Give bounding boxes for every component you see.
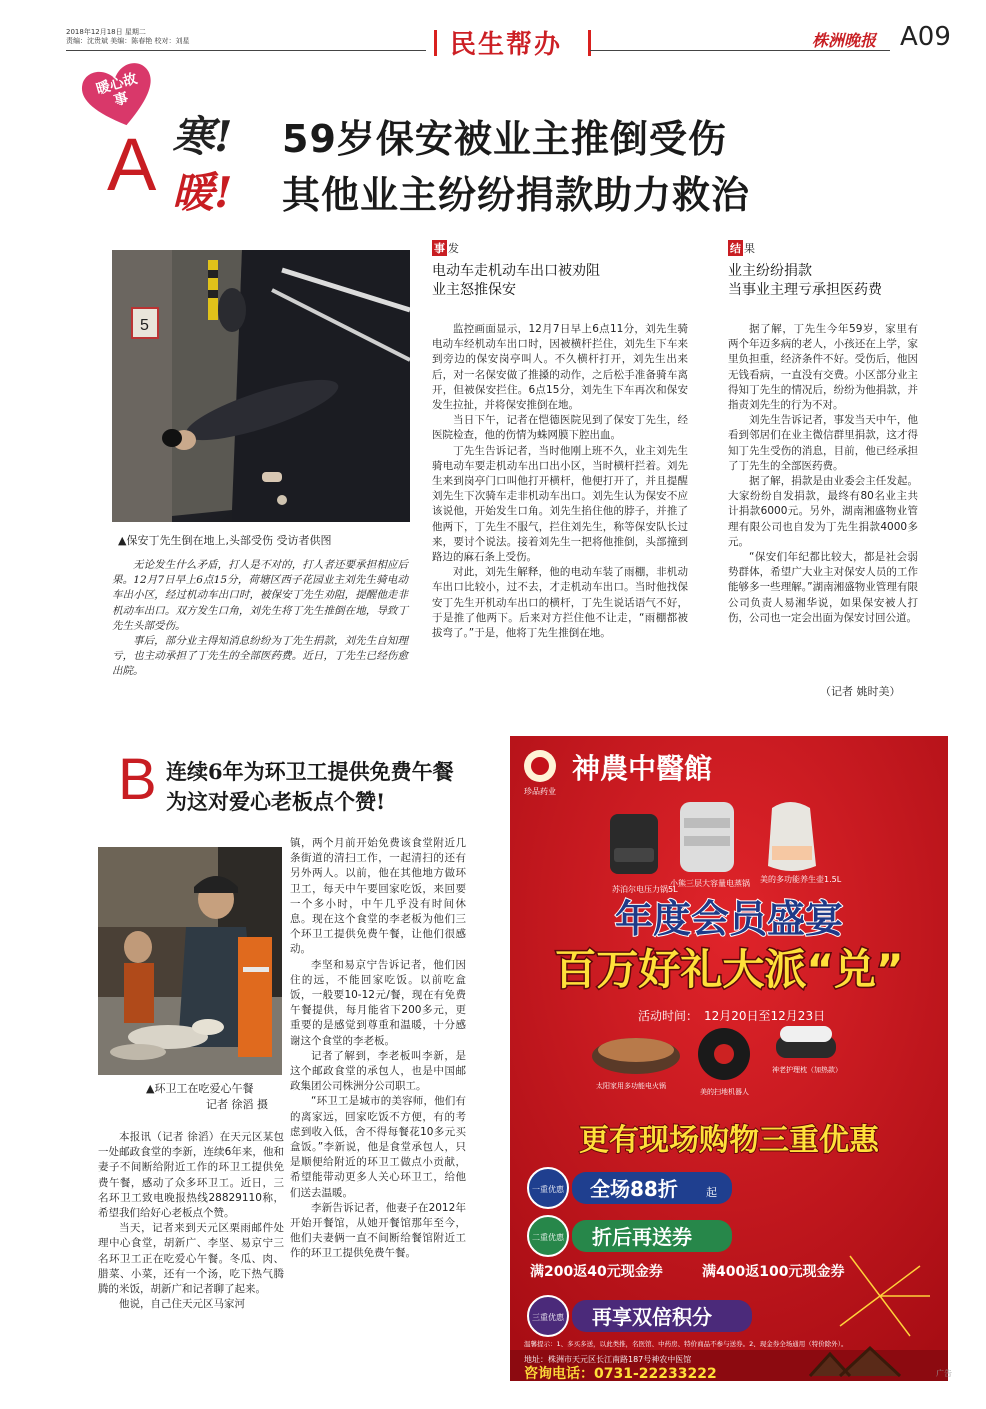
story-b-photo	[98, 847, 282, 1075]
body-paragraph: 记者了解到，李老板叫李新，是这个邮政食堂的承包人，也是中国邮政集团公司株洲分公司职工。	[290, 1049, 466, 1093]
story-b-photo-caption: ▲环卫工在吃爱心午餐	[146, 1082, 254, 1095]
story-a-photo-caption: ▲保安丁先生倒在地上,头部受伤 受访者供图	[118, 534, 332, 547]
ad-tier-3-text: 再享双倍积分	[592, 1305, 712, 1329]
ad-title-1: 年度会员盛宴	[614, 897, 844, 941]
ad-offer-title: 更有现场购物三重优惠	[579, 1123, 879, 1158]
column-subhead-event: 电动车走机动车出口被劝阻 业主怒推保安	[432, 263, 600, 298]
section-bar-left	[434, 30, 437, 56]
story-letter-a: A	[107, 123, 157, 206]
ad-product-4: 太阳家用多功能电火锅	[596, 1082, 666, 1090]
ad-address: 地址：株洲市天元区长江南路187号神农中医馆	[524, 1355, 692, 1364]
ad-phone: 咨询电话：0731-22233222	[524, 1366, 717, 1381]
body-paragraph: 刘先生告诉记者，事发当天中午，他看到邻居们在业主微信群里捐款，这才得知丁先生受伤的消息，目前，他已经承担了丁先生的全部医药费。	[728, 414, 918, 472]
story-a-headline-sub: 其他业主纷纷捐款助力救治	[282, 173, 751, 217]
body-paragraph: “保安们年纪都比较大，都是社会弱势群体，希望广大业主对保安人员的工作能够多一些理解。”湖南湘盛物业管理有限公司负责人易湘华说，如果保安被人打伤，公司也一定会出面为保安讨回公道。	[728, 551, 918, 624]
column-tag-event: 事 发	[434, 242, 459, 255]
body-paragraph: 李坚和易京宁告诉记者，他们因住的远，不能回家吃饭。以前吃盒饭，一般要10-12元/餐，现在有免费午餐提供，每月能省下200多元，更重要的是感觉到尊重和温暖，十分感谢这个食堂的李老板。	[290, 958, 466, 1047]
body-paragraph: 据了解，捐款是由业委会主任发起。大家纷纷自发捐款，最终有80名业主共计捐款6000元。另外，湖南湘盛物业管理有限公司也自发为丁先生捐款4000多元。	[728, 475, 918, 548]
column-subhead-result: 业主纷纷捐款 当事业主理亏承担医药费	[728, 263, 882, 298]
story-a-headline-main: 59岁保安被业主推倒受伤	[282, 117, 727, 161]
ad-coupon-1: 满200返40元现金券	[530, 1264, 663, 1280]
ad-product-5: 美的扫地机器人	[700, 1088, 749, 1096]
page-number: A09	[900, 22, 951, 52]
body-paragraph: 他说，自己住天元区马家河	[119, 1298, 245, 1311]
column-tag-result: 结 果	[730, 242, 755, 255]
ad-tier-1-text: 全场88折	[590, 1177, 678, 1201]
lead-paragraph: 无论发生什么矛盾，打人是不对的，打人者还要承担相应后果。12月7日早上6点15分，荷塘区西子花园业主刘先生骑电动车出小区，经过机动车出口时，被保安丁先生劝阻，提醒他走非机动车出口。双方发生口角，刘先生将丁先生推倒在地，导致丁先生头部受伤。	[112, 559, 408, 632]
ad-product-2: 小熊三层大容量电蒸锅	[670, 879, 750, 888]
header-meta	[66, 28, 426, 46]
header-rule-left	[66, 50, 426, 51]
body-paragraph: 据了解，丁先生今年59岁，家里有两个年迈多病的老人，小孩还在上学，家里负担重，经济条件不好。受伤后，他因无钱看病，一直没有交费。小区部分业主得知丁先生的情况后，纷纷为他捐款，并指责刘先生的行为不对。	[728, 323, 918, 412]
section-title: 民生帮办	[450, 30, 563, 60]
body-paragraph: 监控画面显示，12月7日早上6点11分，刘先生骑电动车经机动车出口时，因被横杆拦住，刘先生下车来到旁边的保安岗亭叫人。不久横杆打开，刘先生出来后，对一名保安做了推搡的动作，之后松手准备骑车离开，但被保安拦住。6点15分，刘先生下车再次和保安发生拉扯，并将保安推倒在地。	[432, 323, 688, 412]
issue-date: 2018年12月18日 星期二	[66, 28, 146, 36]
body-paragraph: 当天，记者来到天元区栗雨邮件处理中心食堂，胡新广、李坚、易京宁三名环卫工正在吃爱心午餐。冬瓜、肉、腊菜、小菜，还有一个汤，吃下热气腾腾的米饭，胡新广和记者聊了起来。	[98, 1222, 284, 1296]
ad-corner-label: 广告	[936, 1369, 952, 1378]
guard-on-ground-image	[112, 250, 410, 522]
body-paragraph: 当日下午，记者在恺德医院见到了保安丁先生，经医院检查，他的伤情为蛛网膜下腔出血。	[432, 414, 688, 442]
body-paragraph: 丁先生告诉记者，当时他刚上班不久，业主刘先生骑电动车要走机动车出口出小区，当时横杆拦着。刘先生来到岗亭门口叫他打开横杆，他便打开了，并且提醒刘先生下次骑车走非机动车出口。刘先生认为保安不应该说他，开始发生口角。刘先生掐住他的脖子，并推了他两下，丁先生不服气，拦住刘先生，称等保安队长过来，要讨个说法。接着刘先生一把将他推倒，头部撞到路边的麻石条上受伤。	[432, 444, 688, 564]
ad-tier-2-label: 二重优惠	[532, 1233, 564, 1242]
ad-product-1: 苏泊尔电压力锅5L	[612, 885, 678, 894]
story-b-photo-credit: 记者 徐滔 摄	[206, 1098, 268, 1111]
ad-time-label: 活动时间：	[638, 1009, 699, 1023]
headline-warm: 暖!	[172, 168, 233, 217]
story-b-headline-sub: 为这对爱心老板点个赞!	[166, 789, 386, 814]
ad-time-value: 12月20日至12月23日	[704, 1009, 826, 1023]
ad-product-6: 神老护理枕（加热款）	[772, 1066, 842, 1074]
story-a-column-right	[728, 322, 918, 626]
story-a-lead	[112, 558, 408, 680]
story-b-column-left	[98, 1130, 284, 1312]
body-paragraph: “环卫工是城市的美容师，他们有的离家远，回家吃饭不方便，有的考虑到收入低，舍不得每餐花10多元买盒饭。”李新说，他是食堂承包人，只是顺便给附近的环卫工做点小贡献，希望能带动更多人关心环卫工，给他们送去温暖。	[290, 1095, 466, 1199]
story-b-column-right	[290, 836, 466, 1262]
ad-product-3: 美的多功能养生壶1.5L	[760, 875, 842, 884]
ad-brand-small: 珍品药业	[524, 787, 556, 796]
ad-brand: 神農中醫館	[572, 752, 713, 785]
body-paragraph: 镇，两个月前开始免费该食堂附近几条街道的清扫工作，一起清扫的还有另外两人。以前，他在其他地方做环卫工，每天中午要回家吃饭，来回要一个多小时，中午几乎没有时间休息。现在这个食堂的李老板为他们三个环卫工提供免费午餐，让他们很感动。	[290, 837, 466, 956]
body-paragraph: 本报讯（记者 徐滔）在天元区某包一处邮政食堂的李新，连续6年来，他和妻子不间断给附近工作的环卫工提供免费午餐，感动了众多环卫工。近日，三名环卫工致电晚报热线28829110称，希望我们给好心老板点个赞。	[98, 1131, 284, 1220]
ad-tier-3-label: 三重优惠	[532, 1313, 564, 1322]
story-a-byline: （记者 姚时美）	[820, 685, 901, 698]
ad-tier-1-suffix: 起	[706, 1186, 717, 1199]
headline-cold: 寒!	[172, 112, 233, 161]
sanitation-workers-lunch-image	[98, 847, 282, 1075]
story-b-headline-main: 连续6年为环卫工提供免费午餐	[166, 759, 454, 784]
lead-paragraph: 事后，部分业主得知消息纷纷为丁先生捐款，刘先生自知理亏，也主动承担了丁先生的全部医药费。近日，丁先生已经伤愈出院。	[112, 635, 408, 678]
ad-coupon-2: 满400返100元现金券	[702, 1264, 845, 1280]
body-paragraph: 李新告诉记者，他妻子在2012年开始开餐馆，从她开餐馆那年至今，他们夫妻俩一直不间断给餐馆附近工作的环卫工提供免费午餐。	[290, 1201, 466, 1260]
story-a-column-middle	[432, 322, 688, 641]
editor-credits: 责编：沈贵斌 美编：陈春艳 校对：刘星	[66, 37, 190, 45]
svg-text:5: 5	[140, 317, 149, 334]
ad-artwork	[510, 736, 948, 1381]
ad-notes: 温馨提示：1、多买多送，以此类推，名医馆、中药房、特价商品不参与送券。2、现金券全场通用（特价除外）。	[524, 1340, 848, 1348]
advertisement[interactable]	[510, 736, 948, 1381]
story-letter-b: B	[118, 747, 157, 812]
ad-title-2: 百万好礼大派“兑”	[554, 945, 904, 994]
ad-tier-1-label: 一重优惠	[532, 1185, 564, 1194]
body-paragraph: 对此，刘先生解释，他的电动车装了雨棚，非机动车出口比较小，过不去，才走机动车出口。当时他找保安丁先生开机动车出口的横杆，丁先生说话语气不好，于是推了他两下。后来对方拦住他不让走，“雨棚都被拔弯了。”于是，他将丁先生推倒在地。	[432, 566, 688, 640]
ad-tier-2-text: 折后再送券	[592, 1225, 692, 1249]
section-bar-right	[588, 30, 591, 56]
story-badge: 暖心故事	[94, 70, 140, 110]
story-a-photo	[112, 250, 410, 522]
newspaper-logo: 株洲晚报	[812, 31, 877, 50]
